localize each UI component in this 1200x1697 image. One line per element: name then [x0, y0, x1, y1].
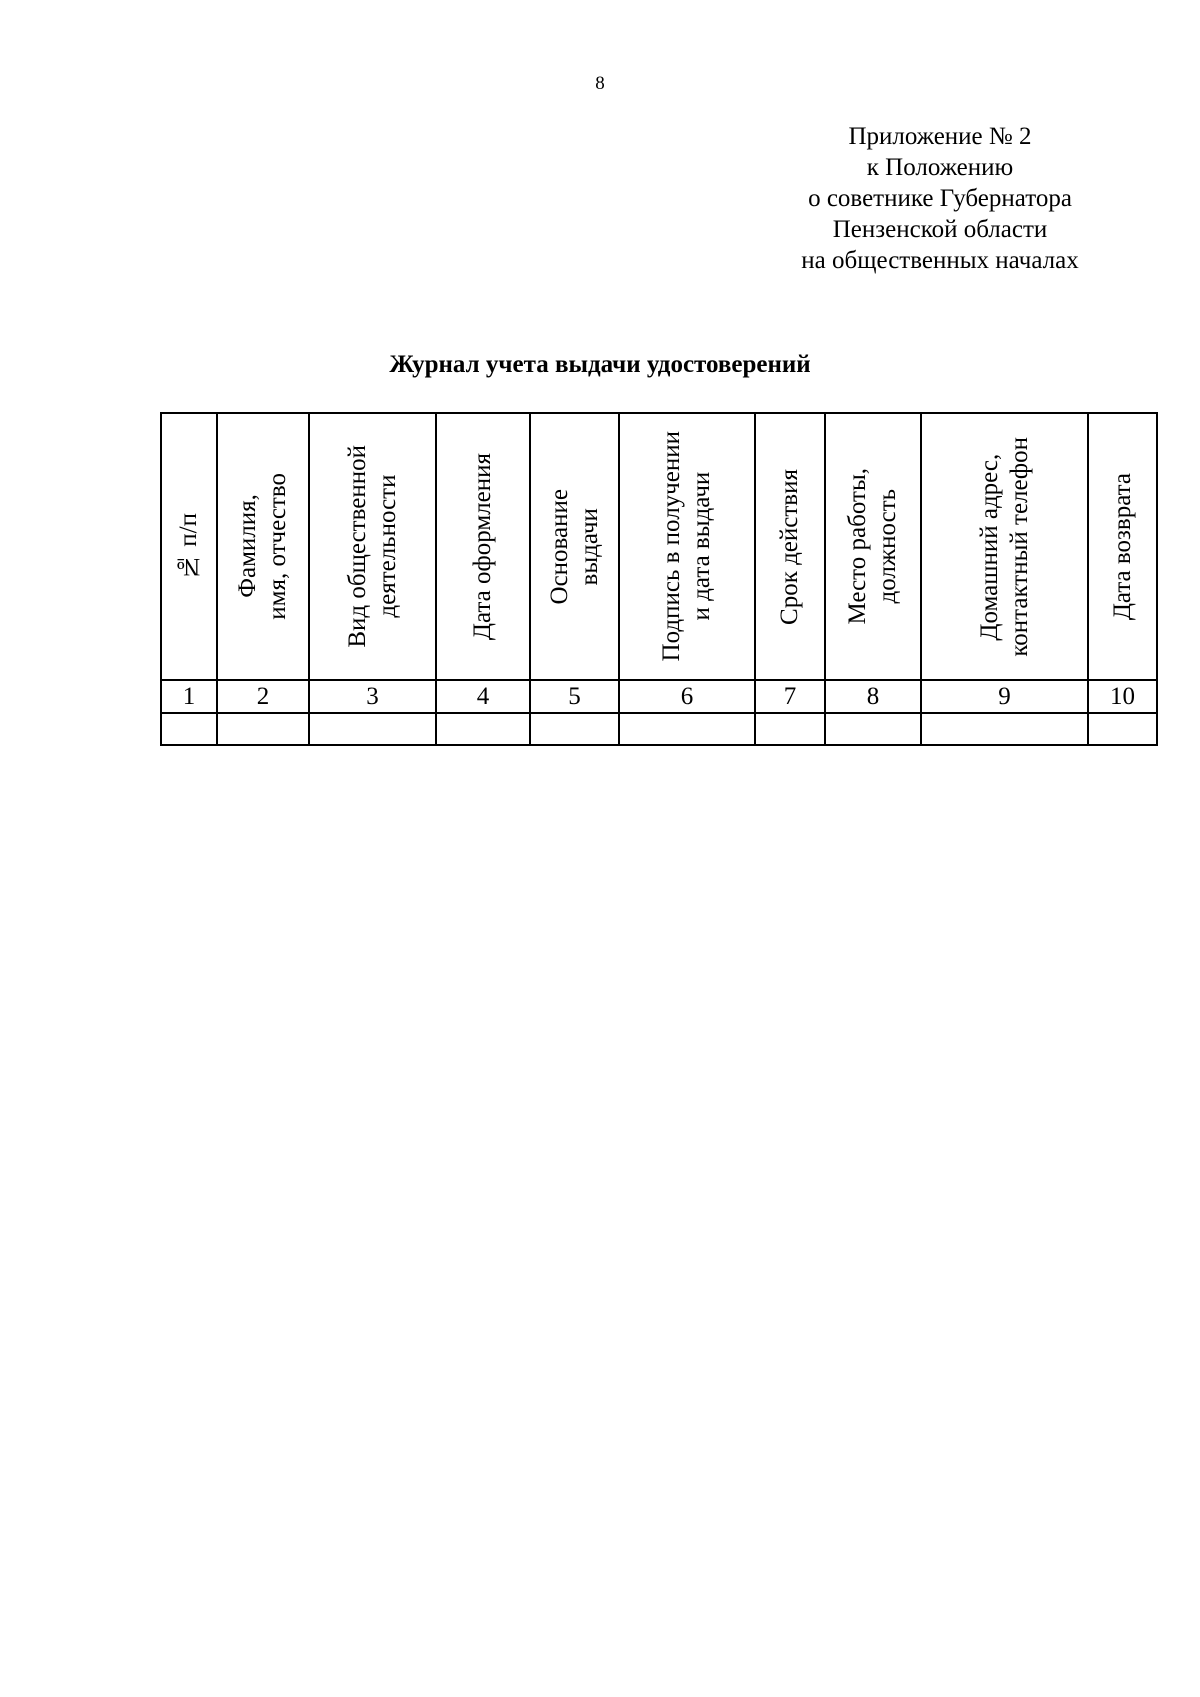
- column-number-row: [161, 680, 1157, 713]
- header-cell-number: № п/п: [161, 413, 217, 680]
- table-cell: [1088, 713, 1157, 745]
- table-cell: [309, 713, 436, 745]
- header-cell-issue-date: Дата оформления: [436, 413, 530, 680]
- table-cell: [619, 713, 755, 745]
- table-row: [161, 713, 1157, 745]
- column-number: 2: [217, 680, 309, 713]
- column-number: 7: [755, 680, 825, 713]
- appendix-line: о советнике Губернатора: [808, 185, 1072, 212]
- page-number: 8: [595, 73, 605, 94]
- table-cell: [755, 713, 825, 745]
- header-cell-return-date: Дата возврата: [1088, 413, 1157, 680]
- table-header-row: [161, 413, 1157, 680]
- appendix-block: [700, 121, 1180, 276]
- column-number: 1: [161, 680, 217, 713]
- header-cell-signature: Подпись в получении и дата выдачи: [619, 413, 755, 680]
- table-cell: [217, 713, 309, 745]
- column-number: 6: [619, 680, 755, 713]
- appendix-line: Приложение № 2: [848, 123, 1032, 150]
- appendix-line: на общественных началах: [801, 247, 1079, 274]
- column-number: 3: [309, 680, 436, 713]
- table-cell: [161, 713, 217, 745]
- table-cell: [921, 713, 1088, 745]
- table-cell: [530, 713, 619, 745]
- document-title: Журнал учета выдачи удостоверений: [389, 351, 811, 378]
- header-cell-address: Домашний адрес, контактный телефон: [921, 413, 1088, 680]
- header-cell-workplace: Место работы, должность: [825, 413, 921, 680]
- header-cell-basis: Основание выдачи: [530, 413, 619, 680]
- header-cell-validity: Срок действия: [755, 413, 825, 680]
- table-cell: [825, 713, 921, 745]
- column-number: 5: [530, 680, 619, 713]
- table-cell: [436, 713, 530, 745]
- header-cell-full-name: Фамилия, имя, отчество: [217, 413, 309, 680]
- appendix-line: Пензенской области: [832, 216, 1048, 243]
- column-number: 8: [825, 680, 921, 713]
- column-number: 10: [1088, 680, 1157, 713]
- header-cell-activity-type: Вид общественной деятельности: [309, 413, 436, 680]
- column-number: 9: [921, 680, 1088, 713]
- journal-table: [160, 412, 1158, 746]
- appendix-line: к Положению: [866, 154, 1014, 181]
- column-number: 4: [436, 680, 530, 713]
